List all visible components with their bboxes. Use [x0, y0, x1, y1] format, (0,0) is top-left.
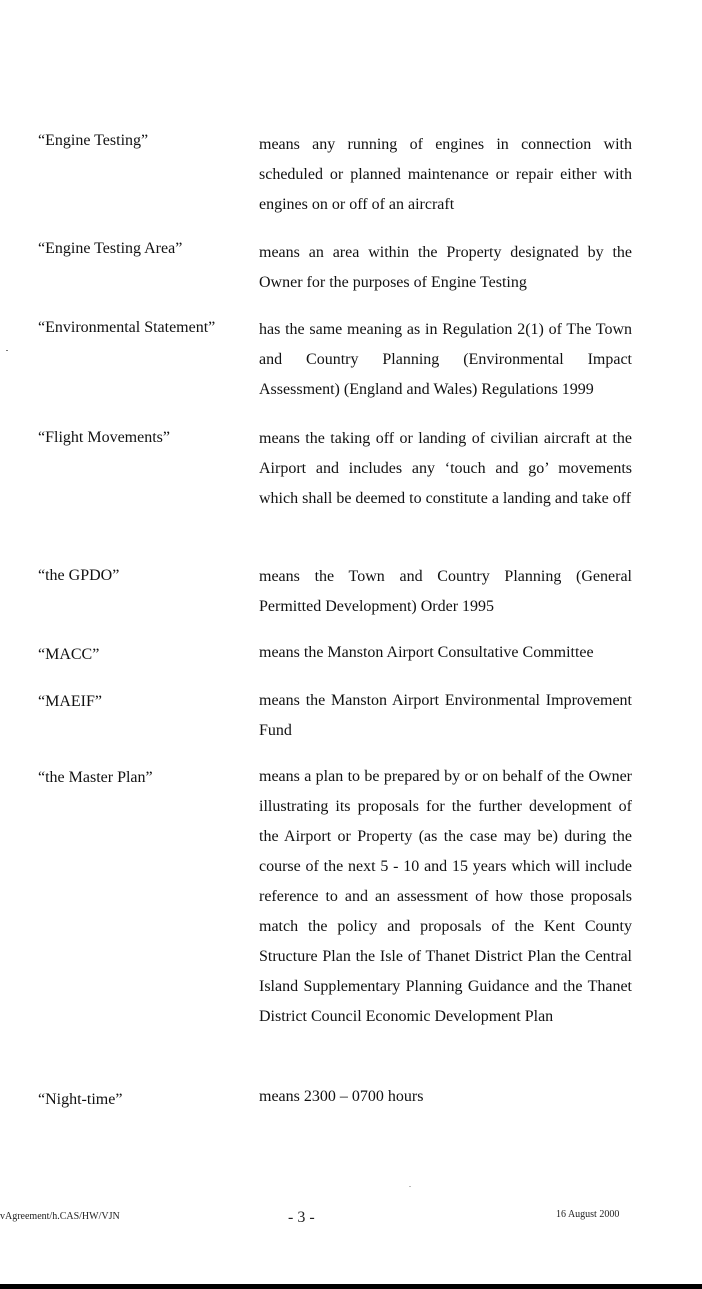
definition-night-time: means 2300 – 0700 hours	[259, 1088, 424, 1105]
definition-engine-testing: means any running of engines in connection with scheduled or planned maintenance or repair either with engines on or off of an aircraft	[259, 136, 632, 213]
term-environmental-statement: “Environmental Statement”	[38, 319, 216, 336]
term-engine-testing: “Engine Testing”	[38, 132, 149, 149]
definition-engine-testing-area: means an area within the Property designated by the Owner for the purposes of Engine Testing	[259, 244, 632, 291]
term-master-plan: “the Master Plan”	[38, 769, 153, 786]
footer-page-number: - 3 -	[288, 1209, 315, 1226]
term-macc: “MACC”	[38, 646, 100, 663]
definition-master-plan: means a plan to be prepared by or on behalf of the Owner illustrating its proposals for the further development of the Airport or Property (as the case may be) during the course of the next 5 - 10 and 15 years which will include reference to and an assessment of how those proposals match the policy and proposals of the Kent County Structure Plan the Isle of Thanet District Plan the Central Island Supplementary Planning Guidance and the Thanet District Council Economic Development Plan	[259, 768, 632, 1025]
definition-maeif: means the Manston Airport Environmental Improvement Fund	[259, 692, 632, 739]
page-bottom-border	[0, 1284, 702, 1289]
term-night-time: “Night-time”	[38, 1091, 123, 1108]
term-gpdo: “the GPDO”	[38, 567, 120, 584]
term-engine-testing-area: “Engine Testing Area”	[38, 240, 183, 257]
footer-date: 16 August 2000	[556, 1209, 620, 1220]
footer-document-reference: vAgreement/h.CAS/HW/VJN	[0, 1211, 120, 1222]
term-flight-movements: “Flight Movements”	[38, 429, 170, 446]
scan-speck	[6, 350, 8, 351]
definition-environmental-statement: has the same meaning as in Regulation 2(1) of The Town and Country Planning (Environmental Impact Assessment) (England and Wales) Regulations 1999	[259, 321, 632, 398]
definition-flight-movements: means the taking off or landing of civilian aircraft at the Airport and includes any ‘touch and go’ movements which shall be deemed to constitute a landing and take off	[259, 430, 632, 507]
definition-gpdo: means the Town and Country Planning (General Permitted Development) Order 1995	[259, 568, 632, 615]
scan-speck	[409, 1186, 411, 1187]
definition-macc: means the Manston Airport Consultative Committee	[259, 644, 594, 661]
term-maeif: “MAEIF”	[38, 693, 102, 710]
